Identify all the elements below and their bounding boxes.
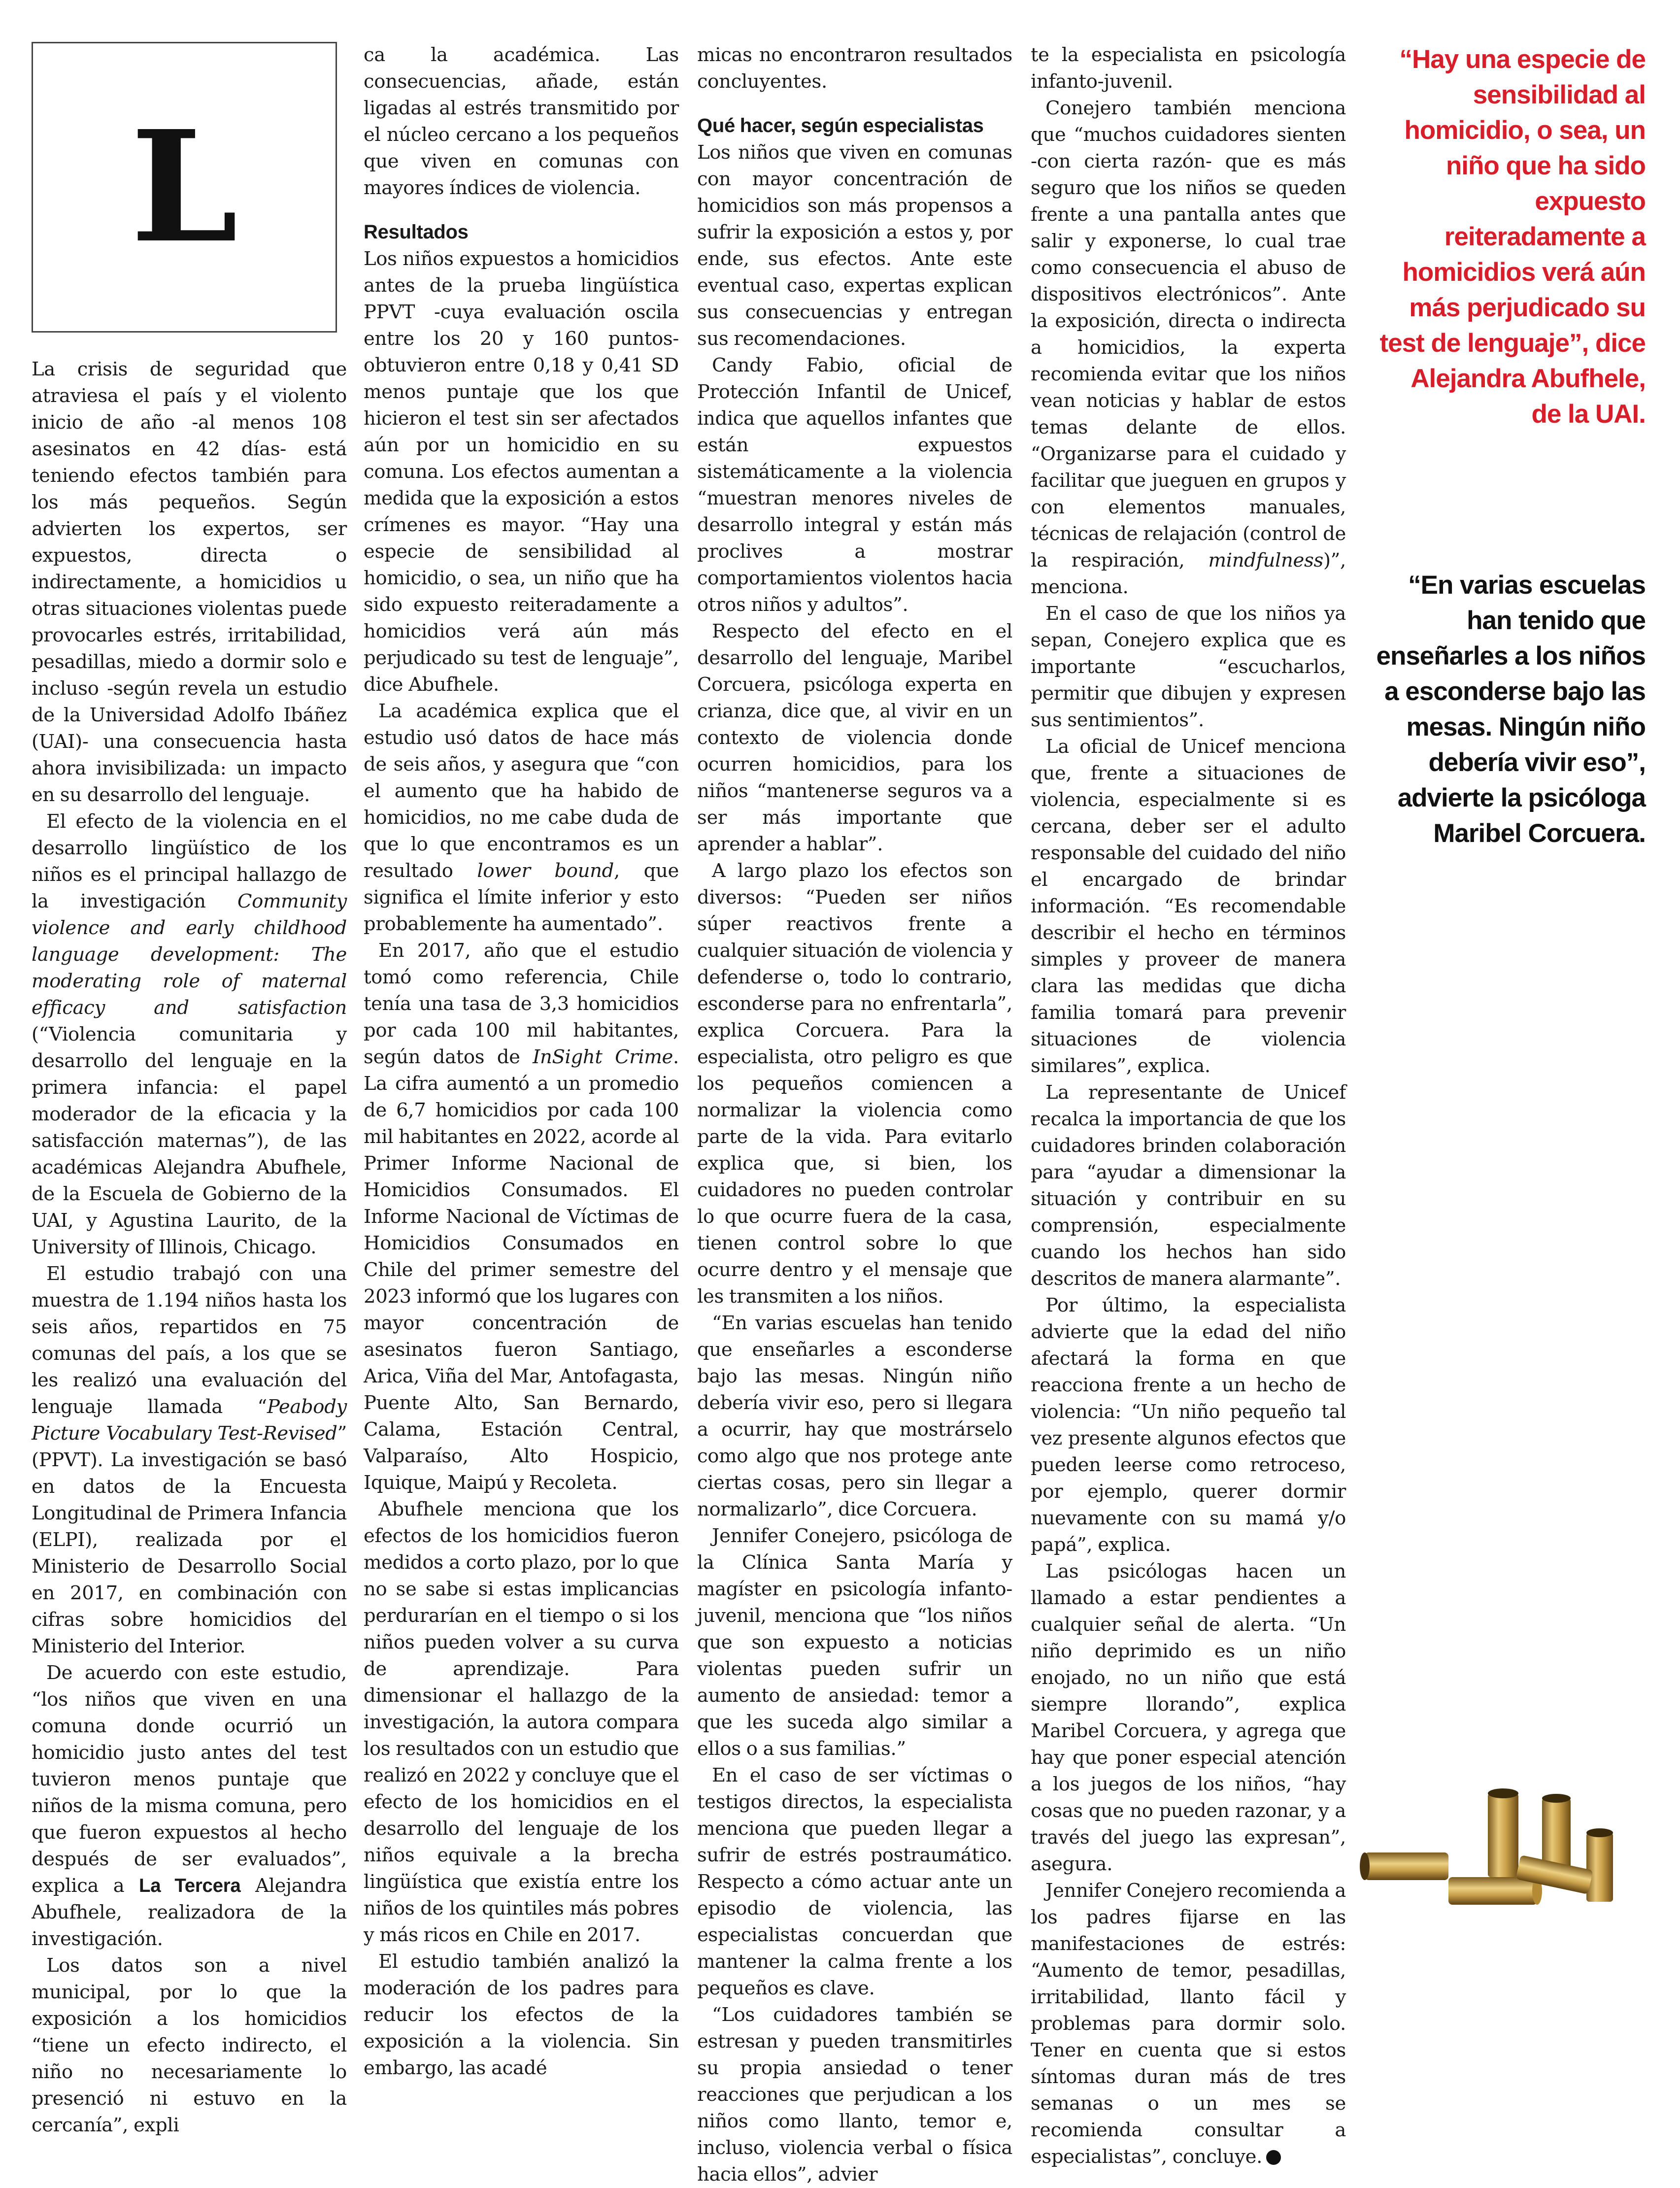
paragraph: La crisis de seguridad que atraviesa el país y el violento inicio de año -al menos 108 asesinatos en 42 días- está teniendo efectos también para los más pequeños. Según advierten los expertos, ser expuestos, directa o indirectamente, a homicidios u otras situaciones violentas puede provocarles estrés, irritabilidad, pesadillas, miedo a dormir solo e incluso -según revela un estudio de la Universidad Adolfo Ibáñez (UAI)- una consecuencia hasta ahora invisibilizada: un impacto en su desarrollo del lenguaje. bbox=[32, 358, 347, 806]
article-column-2 bbox=[364, 42, 679, 2082]
paragraph: micas no encontraron resultados concluyentes. bbox=[697, 44, 1012, 93]
paragraph: En el caso de ser víctimas o testigos directos, la especialista menciona que pueden llegar a sufrir de estrés postraumático. Respecto a cómo actuar ante un episodio de violencia, las especialistas concuerdan que mantener la calma frente a los pequeños es clave. bbox=[697, 1764, 1012, 1999]
casing-upright-3 bbox=[1586, 1828, 1613, 1902]
test-name: Peabody Picture Vocabulary Test-Revised bbox=[32, 1396, 347, 1445]
paragraph: Respecto del efecto en el desarrollo del lenguaje, Maribel Corcuera, psicóloga experta en crianza, dice que, al vivir en un contexto de violencia donde ocurren homicidios, para los niños “mantenerse seguros va a ser más importante que aprender a hablar”. bbox=[697, 620, 1012, 855]
paragraph: Jennifer Conejero recomienda a los padres fijarse en las manifestaciones de estrés: “Aumento de temor, pesadillas, irritabilidad, llanto fácil y problemas para dormir solo. Tener en cuenta que si estos síntomas duran más de tres semanas o un mes se recomienda consultar a especialistas”, concluye. bbox=[1031, 1880, 1346, 2168]
pull-quote-corcuera: “En varias escuelas han tenido que enseñarles a los niños a esconderse bajo las mesas. Ningún niño debería vivir eso”, advierte la psicóloga Maribel Corcuera. bbox=[1376, 571, 1646, 848]
term: mindfulness bbox=[1208, 549, 1323, 572]
section-heading-que-hacer: Qué hacer, según especialistas bbox=[697, 115, 984, 136]
casing-upright-1 bbox=[1488, 1788, 1518, 1877]
paragraph: El estudio trabajó con una muestra de 1.194 niños hasta los seis años, repartidos en 75 comunas del país, a los que se les realizó una evaluación del lenguaje llamada “Peabody Picture Vocabulary Test-Revised” (PPVT). La investigación se basó en datos de la Encuesta Longitudinal de Primera Infancia (ELPI), realizada por el Ministerio de Desarrollo Social en 2017, en combinación con cifras sobre homicidios del Ministerio del Interior. bbox=[32, 1263, 347, 1657]
paragraph: ca la académica. Las consecuencias, añade, están ligadas al estrés transmitido por el núcleo cercano a los pequeños que viven en comunas con mayores índices de violencia. bbox=[364, 44, 679, 199]
end-of-article-bullet bbox=[1266, 2150, 1281, 2165]
paragraph: En 2017, año que el estudio tomó como referencia, Chile tenía una tasa de 3,3 homicidios por cada 100 mil habitantes, según datos de InSight Crime. La cifra aumentó a un promedio de 6,7 homicidios por cada 100 mil habitantes en 2022, acorde al Primer Informe Nacional de Homicidios Consumados. El Informe Nacional de Víctimas de Homicidios Consumados en Chile del primer semestre del 2023 informó que los lugares con mayor concentración de asesinatos fueron Santiago, Arica, Viña del Mar, Antofagasta, Puente Alto, San Bernardo, Calama, Estación Central, Valparaíso, Alto Hospicio, Iquique, Maipú y Recoleta. bbox=[364, 940, 679, 1494]
paragraph: te la especialista en psicología infanto-juvenil. bbox=[1031, 44, 1346, 93]
paragraph: El efecto de la violencia en el desarrollo lingüístico de los niños es el principal hallazgo de la investigación Community violence and early childhood language development: The moderating role of maternal efficacy and satisfaction (“Violencia comunitaria y desarrollo del lenguaje en la primera infancia: el papel moderador de la eficacia y la satisfacción maternas”), de las académicas Alejandra Abufhele, de la Escuela de Gobierno de la UAI, y Agustina Laurito, de la University of Illinois, Chicago. bbox=[32, 810, 347, 1258]
paragraph: De acuerdo con este estudio, “los niños que viven en una comuna donde ocurrió un homicidio justo antes del test tuvieron menos puntaje que niños de la misma comuna, pero que fueron expuestos al hecho después de ser evaluados”, explica a La Tercera Alejandra Abufhele, realizadora de la investigación. bbox=[32, 1662, 347, 1950]
paragraph: La representante de Unicef recalca la importancia de que los cuidadores brinden colaboración para “ayudar a dimensionar la situación y contribuir en su comprensión, especialmente cuando los hechos han sido descritos de manera alarmante”. bbox=[1031, 1081, 1346, 1290]
article-column-1 bbox=[32, 42, 347, 2139]
article-column-3 bbox=[697, 42, 1012, 2188]
paragraph: En el caso de que los niños ya sepan, Conejero explica que es importante “escucharlos, permitir que dibujen y expresen sus sentimientos”. bbox=[1031, 603, 1346, 731]
term: lower bound bbox=[477, 860, 614, 882]
section-heading-resultados: Resultados bbox=[364, 221, 469, 243]
casing-lying-1 bbox=[1360, 1852, 1448, 1880]
paragraph: Por último, la especialista advierte que la edad del niño afectará la forma en que reacciona frente a un hecho de violencia: “Un niño pequeño tal vez presente algunos efectos que pueden leerse como retroceso, por ejemplo, querer dormir nuevamente con su mamá y/o papá”, explica. bbox=[1031, 1294, 1346, 1556]
paragraph: La académica explica que el estudio usó datos de hace más de seis años, y asegura que “con el aumento que ha habido de homicidios, no me cabe duda de que lo que encontramos es un resultado lower bound, que significa el límite inferior y esto probablemente ha aumentado”. bbox=[364, 700, 679, 935]
paragraph: Conejero también menciona que “muchos cuidadores sienten -con cierta razón- que es más seguro que los niños se queden frente a una pantalla antes que salir y exponerse, lo cual trae como consecuencia el abuso de dispositivos electrónicos”. Ante la exposición, directa o indirecta a homicidios, la experta recomienda evitar que los niños vean noticias y hablar de estos temas delante de ellos. “Organizarse para el cuidado y facilitar que jueguen en grupos y con elementos manuales, técnicas de relajación (control de la respiración, mindfulness)”, menciona. bbox=[1031, 97, 1346, 598]
article-column-4 bbox=[1031, 42, 1346, 2170]
paragraph: La oficial de Unicef menciona que, frente a situaciones de violencia, especialmente si es cercana, deber ser el adulto responsable del cuidado del niño el encargado de brindar información. “Es recomendable describir el hecho en términos simples y proveer de manera clara las medidas que dicha familia tomará para prevenir situaciones de violencia similares”, explica. bbox=[1031, 736, 1346, 1077]
paragraph: Candy Fabio, oficial de Protección Infantil de Unicef, indica que aquellos infantes que están expuestos sistemáticamente a la violencia “muestran menores niveles de desarrollo integral y están más proclives a mostrar comportamientos violentos hacia otros niños y adultos”. bbox=[697, 354, 1012, 616]
source-name: InSight Crime bbox=[533, 1046, 673, 1068]
paragraph: A largo plazo los efectos son diversos: “Pueden ser niños súper reactivos frente a cualquier situación de violencia y defenderse o, todo lo contrario, esconderse para no enfrentarla”, explica Corcuera. Para la especialista, otro peligro es que los pequeños comiencen a normalizar la violencia como parte de la vida. Para evitarlo explica que, si bien, los cuidadores no pueden controlar lo que ocurre fuera de la casa, tienen control sobre lo que ocurre dentro y el mensaje que les transmiten a los niños. bbox=[697, 860, 1012, 1308]
paragraph: Los niños expuestos a homicidios antes de la prueba lingüística PPVT -cuya evaluación oscila entre los 20 y 160 puntos- obtuvieron entre 0,18 y 0,41 SD menos puntaje que los que hicieron el test sin ser afectados aún por un homicidio en su comuna. Los efectos aumentan a medida que la exposición a estos crímenes es mayor. “Hay una especie de sensibilidad al homicidio, o sea, un niño que ha sido expuesto reiteradamente a homicidios verá aún más perjudicado su test de lenguaje”, dice Abufhele. bbox=[364, 248, 679, 696]
drop-cap: L bbox=[131, 98, 238, 277]
paragraph: Los niños que viven en comunas con mayor concentración de homicidios son más propensos a sufrir la exposición a estos y, por ende, sus efectos. Ante este eventual caso, expertas explican sus consecuencias y entregan sus recomendaciones. bbox=[697, 141, 1012, 350]
drop-cap-box bbox=[32, 42, 337, 333]
pull-quote-abufhele: “Hay una especie de sensibilidad al homicidio, o sea, un niño que ha sido expuesto reiteradamente a homicidios verá aún más perjudicado su test de lenguaje”, dice Alejandra Abufhele, de la UAI. bbox=[1379, 45, 1646, 429]
paragraph: “En varias escuelas han tenido que enseñarles a esconderse bajo las mesas. Ningún niño debería vivir eso, pero si llegara a ocurrir, hay que mostrárselo como algo que nos protege ante ciertas cosas, pero sin llegar a normalizarlo”, dice Corcuera. bbox=[697, 1312, 1012, 1520]
bullet-casings-image bbox=[1355, 1779, 1631, 1921]
paragraph: Las psicólogas hacen un llamado a estar pendientes a cualquier señal de alerta. “Un niño deprimido es un niño enojado, no un niño que está siempre llorando”, explica Maribel Corcuera, y agrega que hay que poner especial atención a los juegos de los niños, “hay cosas que no pueden razonar, y a través del juego las expresan”, asegura. bbox=[1031, 1560, 1346, 1875]
paragraph: Abufhele menciona que los efectos de los homicidios fueron medidos a corto plazo, por lo que no se sabe si estas implicancias perdurarían en el tiempo o si los niños pueden volver a su curva de aprendizaje. Para dimensionar el hallazgo de la investigación, la autora compara los resultados con un estudio que realizó en 2022 y concluye que el efecto de los homicidios en el desarrollo del lenguaje de los niños equivale a la brecha lingüística que existía entre los niños de los quintiles más pobres y más ricos en Chile en 2017. bbox=[364, 1498, 679, 1946]
paragraph: “Los cuidadores también se estresan y pueden transmitirles su propia ansiedad o tener reacciones que perjudican a los niños como llanto, temor e, incluso, violencia verbal o física hacia ellos”, advier bbox=[697, 2004, 1012, 2186]
paragraph: Jennifer Conejero, psicóloga de la Clínica Santa María y magíster en psicología infanto-juvenil, menciona que “los niños que son expuesto a noticias violentas pueden sufrir un aumento de ansiedad: temor a que les suceda algo similar a ellos o a sus familias.” bbox=[697, 1525, 1012, 1760]
study-title: Community violence and early childhood language development: The moderating role of maternal efficacy and satisfaction bbox=[32, 890, 347, 1019]
paragraph: Los datos son a nivel municipal, por lo que la exposición a los homicidios “tiene un efecto indirecto, el niño no necesariamente lo presenció ni estuvo en la cercanía”, expli bbox=[32, 1954, 347, 2136]
newspaper-name: La Tercera bbox=[139, 1875, 241, 1896]
paragraph: El estudio también analizó la moderación de los padres para reducir los efectos de la exposición a la violencia. Sin embargo, las acadé bbox=[364, 1951, 679, 2079]
